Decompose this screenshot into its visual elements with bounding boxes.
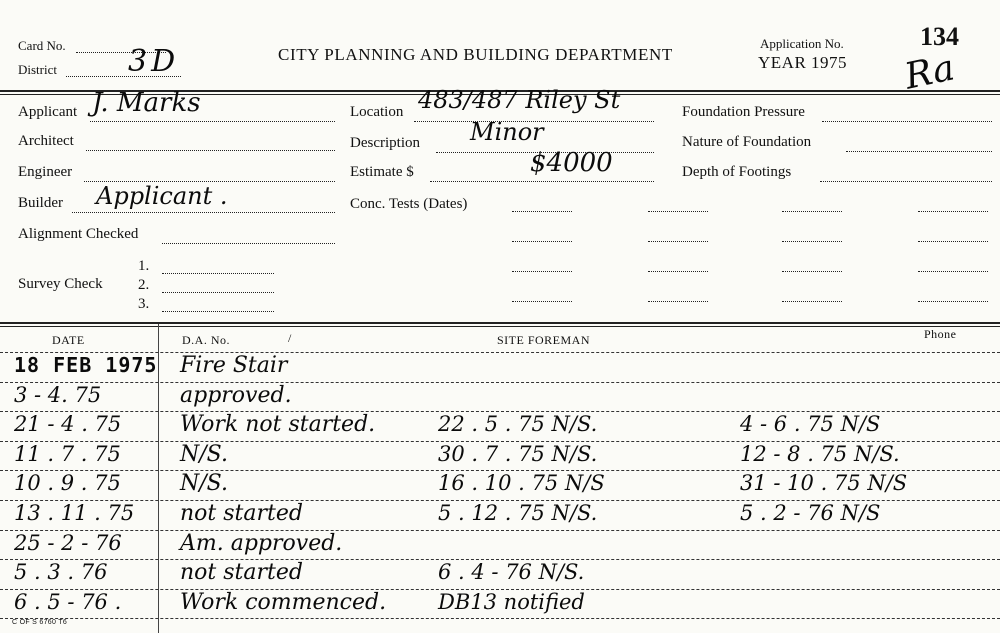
log-rule-top-thin — [0, 326, 1000, 327]
log-row-date: 21 - 4 . 75 — [14, 412, 122, 437]
application-no-label: Application No. — [760, 36, 844, 51]
alignment-checked-label: Alignment Checked — [18, 226, 139, 242]
conc-line-3a — [512, 271, 572, 272]
conc-line-2a — [512, 241, 572, 242]
log-row-note: approved. — [180, 382, 292, 408]
log-row-line — [0, 530, 1000, 531]
card-no-label: Card No. — [18, 38, 66, 53]
depth-footings-line — [820, 181, 992, 182]
log-row-inspection-2: 12 - 8 . 75 N/S. — [740, 441, 900, 466]
conc-line-4b — [648, 301, 708, 302]
depth-footings-label: Depth of Footings — [682, 164, 792, 180]
nature-foundation-label: Nature of Foundation — [682, 134, 812, 150]
survey-line-1 — [162, 273, 274, 274]
log-column-divider — [158, 324, 159, 633]
conc-line-1a — [512, 211, 572, 212]
log-row-inspection-2: 5 . 2 - 76 N/S — [740, 501, 881, 525]
log-row-note: Work commenced. — [180, 589, 387, 615]
log-row-note: Fire Stair — [180, 353, 288, 378]
conc-line-2b — [648, 241, 708, 242]
log-row-inspection-1: 16 . 10 . 75 N/S — [438, 471, 605, 496]
location-value: 483/487 Riley St — [418, 86, 621, 114]
architect-line — [86, 150, 335, 151]
col-da-header: D.A. No. — [182, 333, 230, 347]
survey-num-3: 3. — [138, 296, 150, 312]
conc-line-3d — [918, 271, 988, 272]
log-row-date: 11 . 7 . 75 — [14, 441, 121, 466]
log-row-date: 6 . 5 - 76 . — [14, 589, 122, 614]
log-row-note: Am. approved. — [180, 530, 343, 556]
district-value: 3D — [128, 44, 180, 79]
builder-value: Applicant . — [96, 182, 228, 210]
log-row-line — [0, 618, 1000, 619]
log-row-inspection-1: 5 . 12 . 75 N/S. — [438, 501, 598, 525]
builder-label: Builder — [18, 195, 63, 211]
col-slash-header: / — [288, 331, 292, 345]
estimate-label: Estimate $ — [350, 164, 414, 180]
conc-line-1c — [782, 211, 842, 212]
year-label: YEAR 1975 — [758, 53, 848, 72]
log-row-inspection-1: 30 . 7 . 75 N/S. — [438, 441, 598, 466]
col-phone-header: Phone — [924, 327, 957, 341]
conc-line-3c — [782, 271, 842, 272]
log-row-inspection-2: 4 - 6 . 75 N/S — [740, 412, 881, 437]
col-site-foreman-header: SITE FOREMAN — [497, 333, 591, 347]
log-row-inspection-1: 6 . 4 - 76 N/S. — [438, 560, 585, 585]
applicant-label: Applicant — [18, 104, 78, 120]
alignment-line — [162, 243, 335, 244]
foundation-pressure-label: Foundation Pressure — [682, 104, 805, 120]
form-code: C OF S 6760 T6 — [12, 619, 68, 626]
description-value: Minor — [470, 118, 544, 146]
log-row-note: not started — [180, 560, 303, 586]
foundation-pressure-line — [822, 121, 992, 122]
log-row-note: N/S. — [180, 471, 228, 497]
col-date-header: DATE — [52, 333, 85, 347]
survey-line-3 — [162, 311, 274, 312]
conc-line-4a — [512, 301, 572, 302]
nature-foundation-line — [846, 151, 992, 152]
location-label: Location — [350, 104, 404, 120]
initials-scrawl: Ra — [901, 47, 959, 98]
conc-line-4c — [782, 301, 842, 302]
log-row-date: 18 FEB 1975 — [14, 353, 158, 377]
page-title: CITY PLANNING AND BUILDING DEPARTMENT — [278, 45, 673, 64]
conc-line-1b — [648, 211, 708, 212]
applicant-value: J. Marks — [92, 88, 201, 118]
log-row-date: 3 - 4. 75 — [14, 382, 102, 407]
log-row-note: N/S. — [180, 441, 228, 467]
log-rule-top — [0, 322, 1000, 324]
estimate-line — [430, 181, 654, 182]
applicant-line — [90, 121, 335, 122]
conc-line-3b — [648, 271, 708, 272]
survey-line-2 — [162, 292, 274, 293]
conc-line-1d — [918, 211, 988, 212]
conc-line-4d — [918, 301, 988, 302]
survey-num-1: 1. — [138, 258, 150, 274]
log-row-inspection-1: DB13 notified — [438, 589, 585, 614]
architect-label: Architect — [18, 133, 74, 149]
application-no-value: 134 — [920, 22, 959, 51]
district-label: District — [18, 62, 57, 77]
log-row-date: 10 . 9 . 75 — [14, 471, 121, 496]
conc-tests-label: Conc. Tests (Dates) — [350, 196, 468, 212]
engineer-label: Engineer — [18, 164, 73, 180]
conc-line-2d — [918, 241, 988, 242]
survey-num-2: 2. — [138, 277, 150, 293]
log-row-note: not started — [180, 501, 303, 526]
log-row-note: Work not started. — [180, 412, 376, 438]
log-row-inspection-1: 22 . 5 . 75 N/S. — [438, 412, 598, 437]
description-label: Description — [350, 135, 420, 151]
survey-check-label: Survey Check — [18, 276, 103, 292]
log-row-date: 5 . 3 . 76 — [14, 560, 108, 585]
log-row-inspection-2: 31 - 10 . 75 N/S — [740, 471, 908, 496]
log-row-date: 25 - 2 - 76 — [14, 530, 122, 555]
conc-line-2c — [782, 241, 842, 242]
builder-line — [72, 212, 335, 213]
estimate-value: $4000 — [530, 148, 613, 178]
log-row-date: 13 . 11 . 75 — [14, 501, 135, 525]
log-row-line — [0, 382, 1000, 383]
